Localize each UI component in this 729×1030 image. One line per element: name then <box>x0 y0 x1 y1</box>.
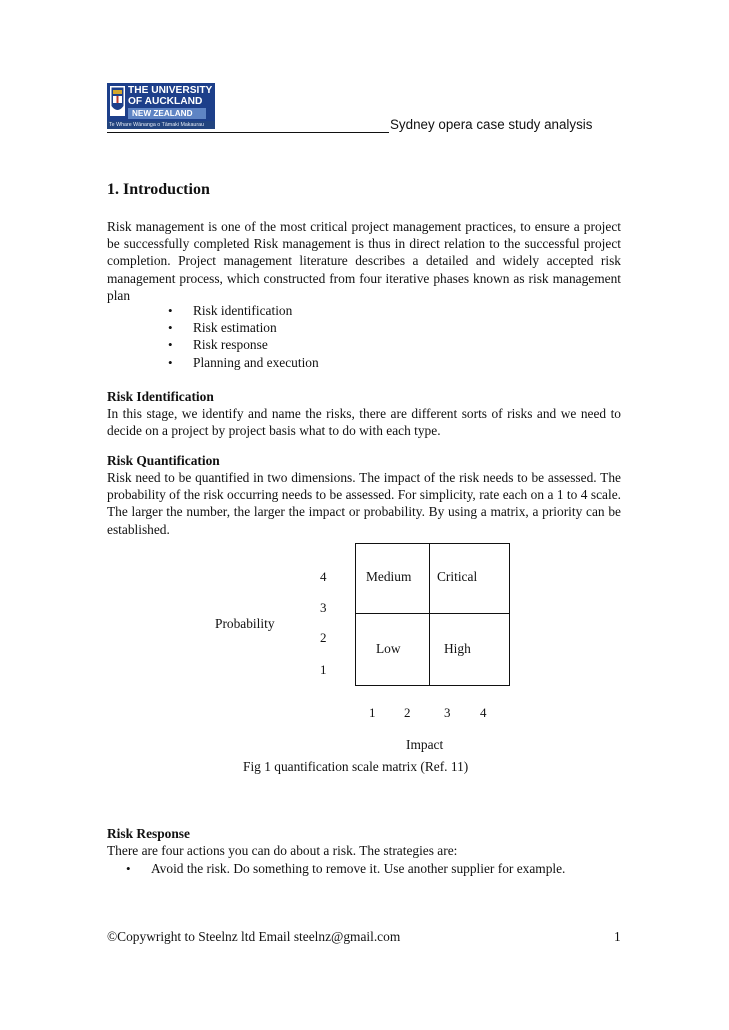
matrix-cell-critical: Critical <box>437 569 478 584</box>
risk-matrix <box>355 543 510 686</box>
logo-line-3: NEW ZEALAND <box>128 108 206 119</box>
matrix-cell-medium: Medium <box>366 569 412 584</box>
section-heading-introduction: 1. Introduction <box>107 181 210 198</box>
logo-line-1: THE UNIVERSITY <box>128 85 213 96</box>
probability-tick: 2 <box>320 630 327 645</box>
university-logo <box>107 83 215 129</box>
list-item: • Risk estimation <box>193 319 319 336</box>
matrix-cell-high: High <box>444 641 471 656</box>
risk-response-text: There are four actions you can do about a risk. The strategies are: <box>107 843 458 858</box>
matrix-horizontal-divider <box>355 613 510 614</box>
section-heading-risk-identification: Risk Identification <box>107 389 214 404</box>
impact-tick: 3 <box>444 705 451 720</box>
probability-tick: 4 <box>320 569 327 584</box>
logo-line-2: OF AUCKLAND <box>128 95 203 107</box>
impact-tick: 4 <box>480 705 487 720</box>
probability-axis-label: Probability <box>215 616 275 631</box>
header-rule <box>107 132 389 133</box>
header-title: Sydney opera case study analysis <box>390 117 593 132</box>
list-item: • Avoid the risk. Do something to remove it. Use another supplier for example. <box>151 860 565 877</box>
impact-axis-label: Impact <box>406 737 444 752</box>
matrix-cell-low: Low <box>376 641 401 656</box>
matrix-vertical-divider <box>429 543 430 686</box>
figure-caption: Fig 1 quantification scale matrix (Ref. 11) <box>243 759 469 774</box>
intro-bullet-list <box>193 302 319 371</box>
page-number: 1 <box>614 929 621 944</box>
section-heading-risk-quantification: Risk Quantification <box>107 453 220 468</box>
impact-tick: 1 <box>369 705 376 720</box>
probability-tick: 3 <box>320 600 327 615</box>
risk-response-bullet-list <box>151 860 565 877</box>
list-item: • Planning and execution <box>193 354 319 371</box>
list-item: • Risk identification <box>193 302 319 319</box>
impact-tick: 2 <box>404 705 411 720</box>
list-item: • Risk response <box>193 336 319 353</box>
crest-icon <box>110 86 125 116</box>
probability-tick: 1 <box>320 662 327 677</box>
section-heading-risk-response: Risk Response <box>107 826 190 841</box>
footer-copyright: ©Copywright to Steelnz ltd Email steelnz@gmail.com <box>107 929 401 944</box>
risk-quantification-text: Risk need to be quantified in two dimensions. The impact of the risk needs to be assessed. The probability of the risk occurring needs to be assessed. For simplicity, rate each on a 1 to 4 scale. The larger the number, the larger the impact or probability. By using a matrix, a priority can be established. <box>107 470 621 537</box>
intro-paragraph: Risk management is one of the most critical project management practices, to ensure a project be successfully completed Risk management is thus in direct relation to the successful project completion. Project management literature describes a detailed and widely accepted risk management process, which constructed from four iterative phases known as risk management plan <box>107 219 621 303</box>
logo-banner <box>107 83 215 121</box>
risk-identification-text: In this stage, we identify and name the risks, there are different sorts of risks and we need to decide on a project by project basis what to do with each type. <box>107 406 621 439</box>
logo-subtitle: Te Whare Wānanga o Tāmaki Makaurau <box>107 121 215 129</box>
